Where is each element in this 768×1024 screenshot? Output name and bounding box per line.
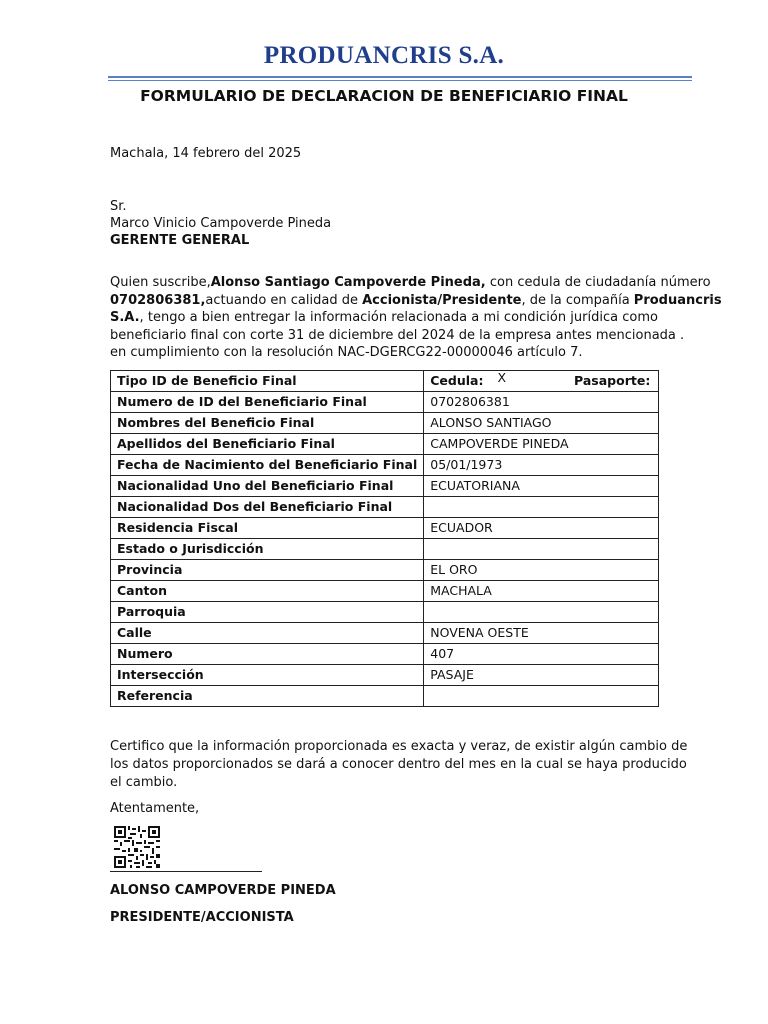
row-value: 05/01/1973 <box>424 455 659 476</box>
intro-text: Quien suscribe, <box>110 275 211 290</box>
row-value: PASAJE <box>424 665 659 686</box>
row-label: Referencia <box>111 686 424 707</box>
table-row <box>111 602 659 623</box>
row-label: Numero <box>111 644 424 665</box>
row-label: Residencia Fiscal <box>111 518 424 539</box>
table-row <box>111 539 659 560</box>
signature-line <box>110 871 262 872</box>
intro-line <box>110 292 722 310</box>
intro-line <box>110 309 658 327</box>
recipient-salutation: Sr. <box>110 199 127 214</box>
table-row <box>111 644 659 665</box>
table-row <box>111 497 659 518</box>
row-value <box>424 686 659 707</box>
pasaporte-label: Pasaporte: <box>574 373 651 388</box>
cedula-mark: X <box>497 370 507 385</box>
company-ref-suffix: S.A. <box>110 310 140 325</box>
date-line: Machala, 14 febrero del 2025 <box>110 146 302 161</box>
id-type-cell <box>424 371 659 392</box>
declarant-id: 0702806381, <box>110 292 206 308</box>
certification-line: Certifico que la información proporcionada es exacta y veraz, de existir algún cambio de <box>110 739 688 754</box>
row-label: Numero de ID del Beneficiario Final <box>111 392 424 413</box>
row-label: Nacionalidad Dos del Beneficiario Final <box>111 497 424 518</box>
row-label: Calle <box>111 623 424 644</box>
table-row <box>111 476 659 497</box>
table-row <box>111 371 659 392</box>
row-label: Intersección <box>111 665 424 686</box>
qr-code-signature <box>113 825 161 869</box>
certification-line: el cambio. <box>110 775 178 790</box>
row-value <box>424 539 659 560</box>
intro-line: en cumplimiento con la resolución NAC-DGERCG22-00000046 artículo 7. <box>110 345 583 360</box>
row-value: ALONSO SANTIAGO <box>424 413 659 434</box>
row-value: 407 <box>424 644 659 665</box>
company-ref: Produancris <box>633 292 722 308</box>
row-label: Provincia <box>111 560 424 581</box>
header-rule-thin <box>108 80 692 81</box>
row-value: ECUATORIANA <box>424 476 659 497</box>
recipient-name: Marco Vinicio Campoverde Pineda <box>110 216 332 231</box>
row-label: Parroquia <box>111 602 424 623</box>
row-label: Fecha de Nacimiento del Beneficiario Final <box>111 455 424 476</box>
table-row <box>111 413 659 434</box>
table-row <box>111 560 659 581</box>
closing: Atentamente, <box>110 801 200 816</box>
intro-text: , de la compañía <box>521 292 634 308</box>
form-title: FORMULARIO DE DECLARACION DE BENEFICIARIO FINAL <box>140 87 628 105</box>
row-label: Canton <box>111 581 424 602</box>
recipient-title: GERENTE GENERAL <box>110 233 250 248</box>
row-label: Nombres del Beneficio Final <box>111 413 424 434</box>
certification-paragraph <box>110 738 688 792</box>
intro-paragraph <box>110 274 722 362</box>
table-row <box>111 686 659 707</box>
table-row <box>111 455 659 476</box>
signer-role: PRESIDENTE/ACCIONISTA <box>110 910 294 925</box>
table-row <box>111 665 659 686</box>
intro-text: actuando en calidad de <box>205 292 363 308</box>
row-value: EL ORO <box>424 560 659 581</box>
row-label: Apellidos del Beneficiario Final <box>111 434 424 455</box>
cedula-label: Cedula: <box>430 373 484 388</box>
table-row <box>111 518 659 539</box>
table-row <box>111 392 659 413</box>
row-value: MACHALA <box>424 581 659 602</box>
company-name: PRODUANCRIS S.A. <box>263 42 505 69</box>
row-value: NOVENA OESTE <box>424 623 659 644</box>
row-value: 0702806381 <box>424 392 659 413</box>
declarant-role: Accionista/Presidente <box>362 292 522 308</box>
row-label: Estado o Jurisdicción <box>111 539 424 560</box>
row-value <box>424 602 659 623</box>
beneficiary-table <box>110 370 659 707</box>
certification-line: los datos proporcionados se dará a conocer dentro del mes en la cual se haya producido <box>110 757 687 772</box>
table-row <box>111 581 659 602</box>
table-row <box>111 434 659 455</box>
intro-line <box>110 274 711 292</box>
signer-name: ALONSO CAMPOVERDE PINEDA <box>110 883 336 898</box>
intro-text: con cedula de ciudadanía número <box>485 275 711 290</box>
intro-line: beneficiario final con corte 31 de diciembre del 2024 de la empresa antes mencionada . <box>110 327 685 343</box>
declarant-name: Alonso Santiago Campoverde Pineda, <box>210 275 486 290</box>
row-value <box>424 497 659 518</box>
row-value: ECUADOR <box>424 518 659 539</box>
intro-text: , tengo a bien entregar la información relacionada a mi condición jurídica como <box>139 310 658 325</box>
table-row <box>111 623 659 644</box>
header-rule <box>108 76 692 78</box>
row-label: Nacionalidad Uno del Beneficiario Final <box>111 476 424 497</box>
row-label: Tipo ID de Beneficio Final <box>111 371 424 392</box>
row-value: CAMPOVERDE PINEDA <box>424 434 659 455</box>
